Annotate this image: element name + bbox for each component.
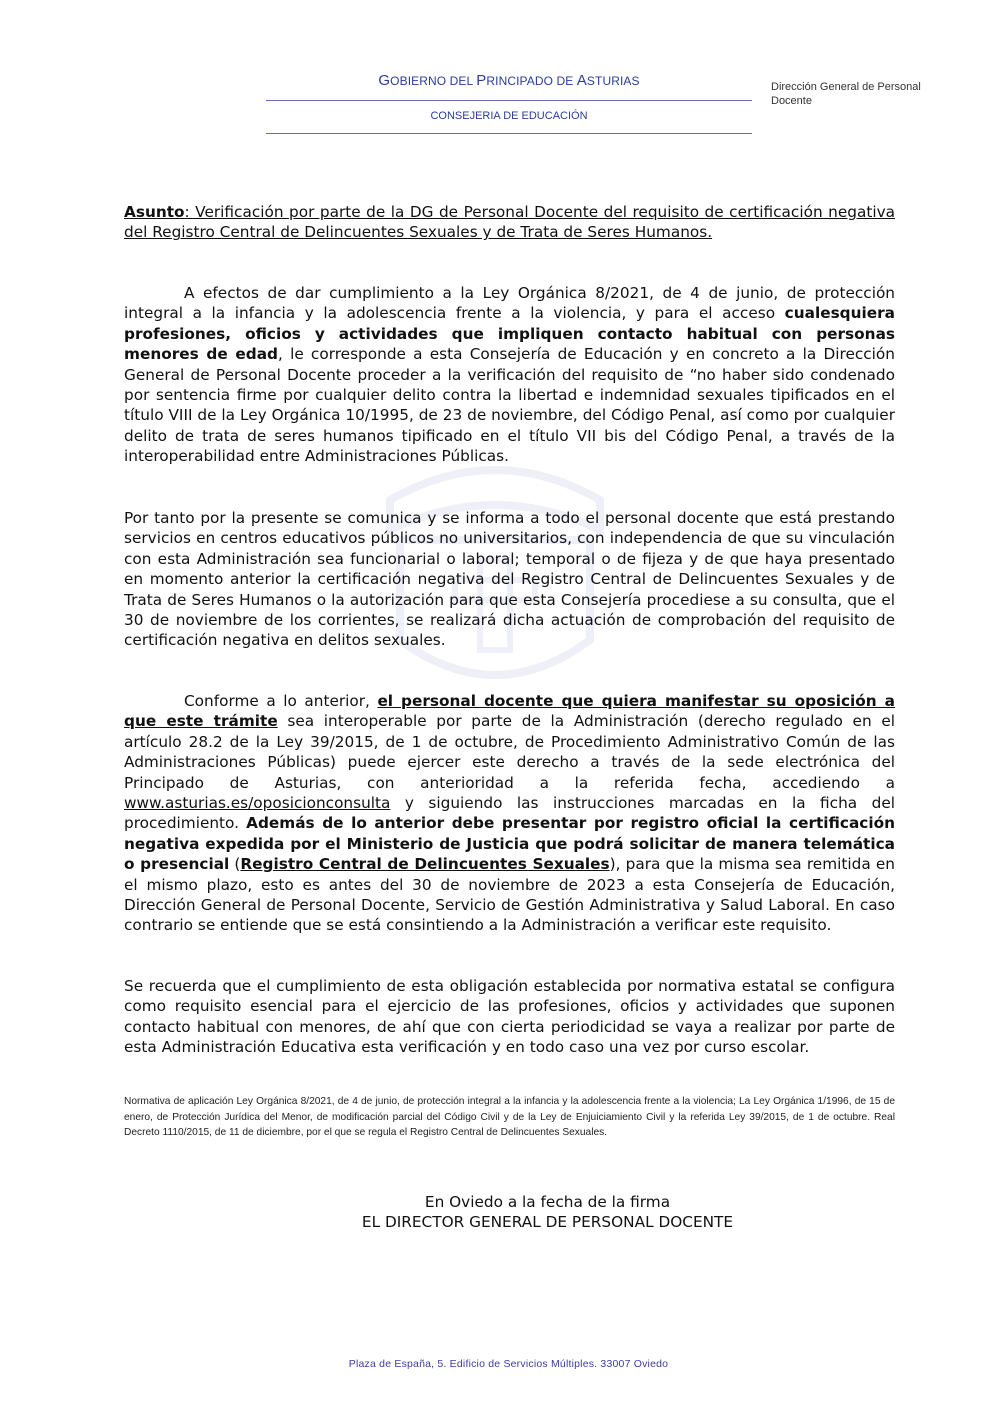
registry-link[interactable]: Registro Central de Delincuentes Sexuales	[240, 855, 610, 874]
paragraph-2: Por tanto por la presente se comunica y se informa a todo el personal docente que está prestando servicios en centros educativos públicos no universitarios, con independencia de que su vinculación con esta Administración sea funcionarial o laboral; temporal o de fijeza y de que haya presentado en momento anterior la certificación negativa del Registro Central de Delincuentes Sexuales y de Trata de Seres Humanos o la autorización para que esta Consejería procediese a su consulta, que el 30 de noviembre de los corrientes, se realizará dicha actuación de comprobación del requisito de certificación negativa en delitos sexuales.	[124, 509, 895, 650]
opposition-consult-link[interactable]: www.asturias.es/oposicionconsulta	[124, 794, 391, 813]
legal-note: Normativa de aplicación Ley Orgánica 8/2021, de 4 de junio, de protección integral a la infancia y la adolescencia frente a la violencia; La Ley Orgánica 1/1996, de 15 de enero, de Protección Jurídica del Menor, de modificación parcial del Código Civil y de la Ley de Enjuiciamiento Civil y la referida Ley 39/2015, de 1 de octubre. Real Decreto 1110/2015, de 11 de diciembre, por el que se regula el Registro Central de Delincuentes Sexuales.	[124, 1096, 895, 1138]
subject-text: : Verificación por parte de la DG de Personal Docente del requisito de certificación negativa del Registro Central de Delincuentes Sexuales y de Trata de Seres Humanos.	[124, 203, 895, 242]
header-divider-bottom	[266, 133, 752, 134]
paragraph-4: Se recuerda que el cumplimiento de esta obligación establecida por normativa estatal se configura como requisito esencial para el ejercicio de las profesiones, oficios y actividades que suponen contacto habitual con menores, de ahí que con cierta periodicidad se vaya a realizar por parte de esta Administración Educativa esta verificación y en todo caso una vez por curso escolar.	[124, 977, 895, 1057]
signature-place-date: En Oviedo a la fecha de la firma	[424, 1193, 671, 1211]
subject-label: Asunto	[124, 203, 185, 221]
subject-line	[124, 202, 895, 243]
header-divider-top	[266, 100, 752, 101]
department-subtitle: CONSEJERIA DE EDUCACIÓN	[430, 110, 588, 122]
paragraph-3: Conforme a lo anterior, el personal docente que quiera manifestar su oposición a que este trámite sea interoperable por parte de la Administración (derecho regulado en el artículo 28.2 de la Ley 39/2015, de 1 de octubre, de Procedimiento Administrativo Común de las Administraciones Públicas) puede ejercer este derecho a través de la sede electrónica del Principado de Asturias, con anterioridad a la referida fecha, accediendo a www.asturias.es/oposicionconsulta y siguiendo las instrucciones marcadas en la ficha del procedimiento. Además de lo anterior debe presentar por registro oficial la certificación negativa expedida por el Ministerio de Justicia que podrá solicitar de manera telemática o presencial (Registro Central de Delincuentes Sexuales), para que la misma sea remitida en el mismo plazo, esto es antes del 30 de noviembre de 2023 a esta Consejería de Educación, Dirección General de Personal Docente, Servicio de Gestión Administrativa y Salud Laboral. En caso contrario se entiende que se está consintiendo a la Administración a verificar este requisito.	[124, 692, 895, 935]
footer-address: Plaza de España, 5. Edificio de Servicios Múltiples. 33007 Oviedo	[348, 1358, 669, 1370]
signature-title: EL DIRECTOR GENERAL DE PERSONAL DOCENTE	[361, 1213, 734, 1232]
paragraph-1: A efectos de dar cumplimiento a la Ley Orgánica 8/2021, de 4 de junio, de protección integral a la infancia y la adolescencia frente a la violencia, y para el acceso cualesquiera profesiones, oficios y actividades que impliquen contacto habitual con personas menores de edad, le corresponde a esta Consejería de Educación y en concreto a la Dirección General de Personal Docente proceder a la verificación del requisito de “no haber sido condenado por sentencia firme por cualquier delito contra la libertad e indemnidad sexuales tipificados en el título VIII de la Ley Orgánica 10/1995, de 23 de noviembre, del Código Penal, así como por cualquier delito de trata de seres humanos tipificado en el título VII bis del Código Penal, a través de la interoperabilidad entre Administraciones Públicas.	[124, 284, 895, 466]
government-title: GOBIERNO DEL PRINCIPADO DE ASTURIAS	[378, 72, 640, 89]
signature-block	[300, 1192, 795, 1233]
directorate-label: Dirección General de Personal Docente	[771, 81, 921, 107]
